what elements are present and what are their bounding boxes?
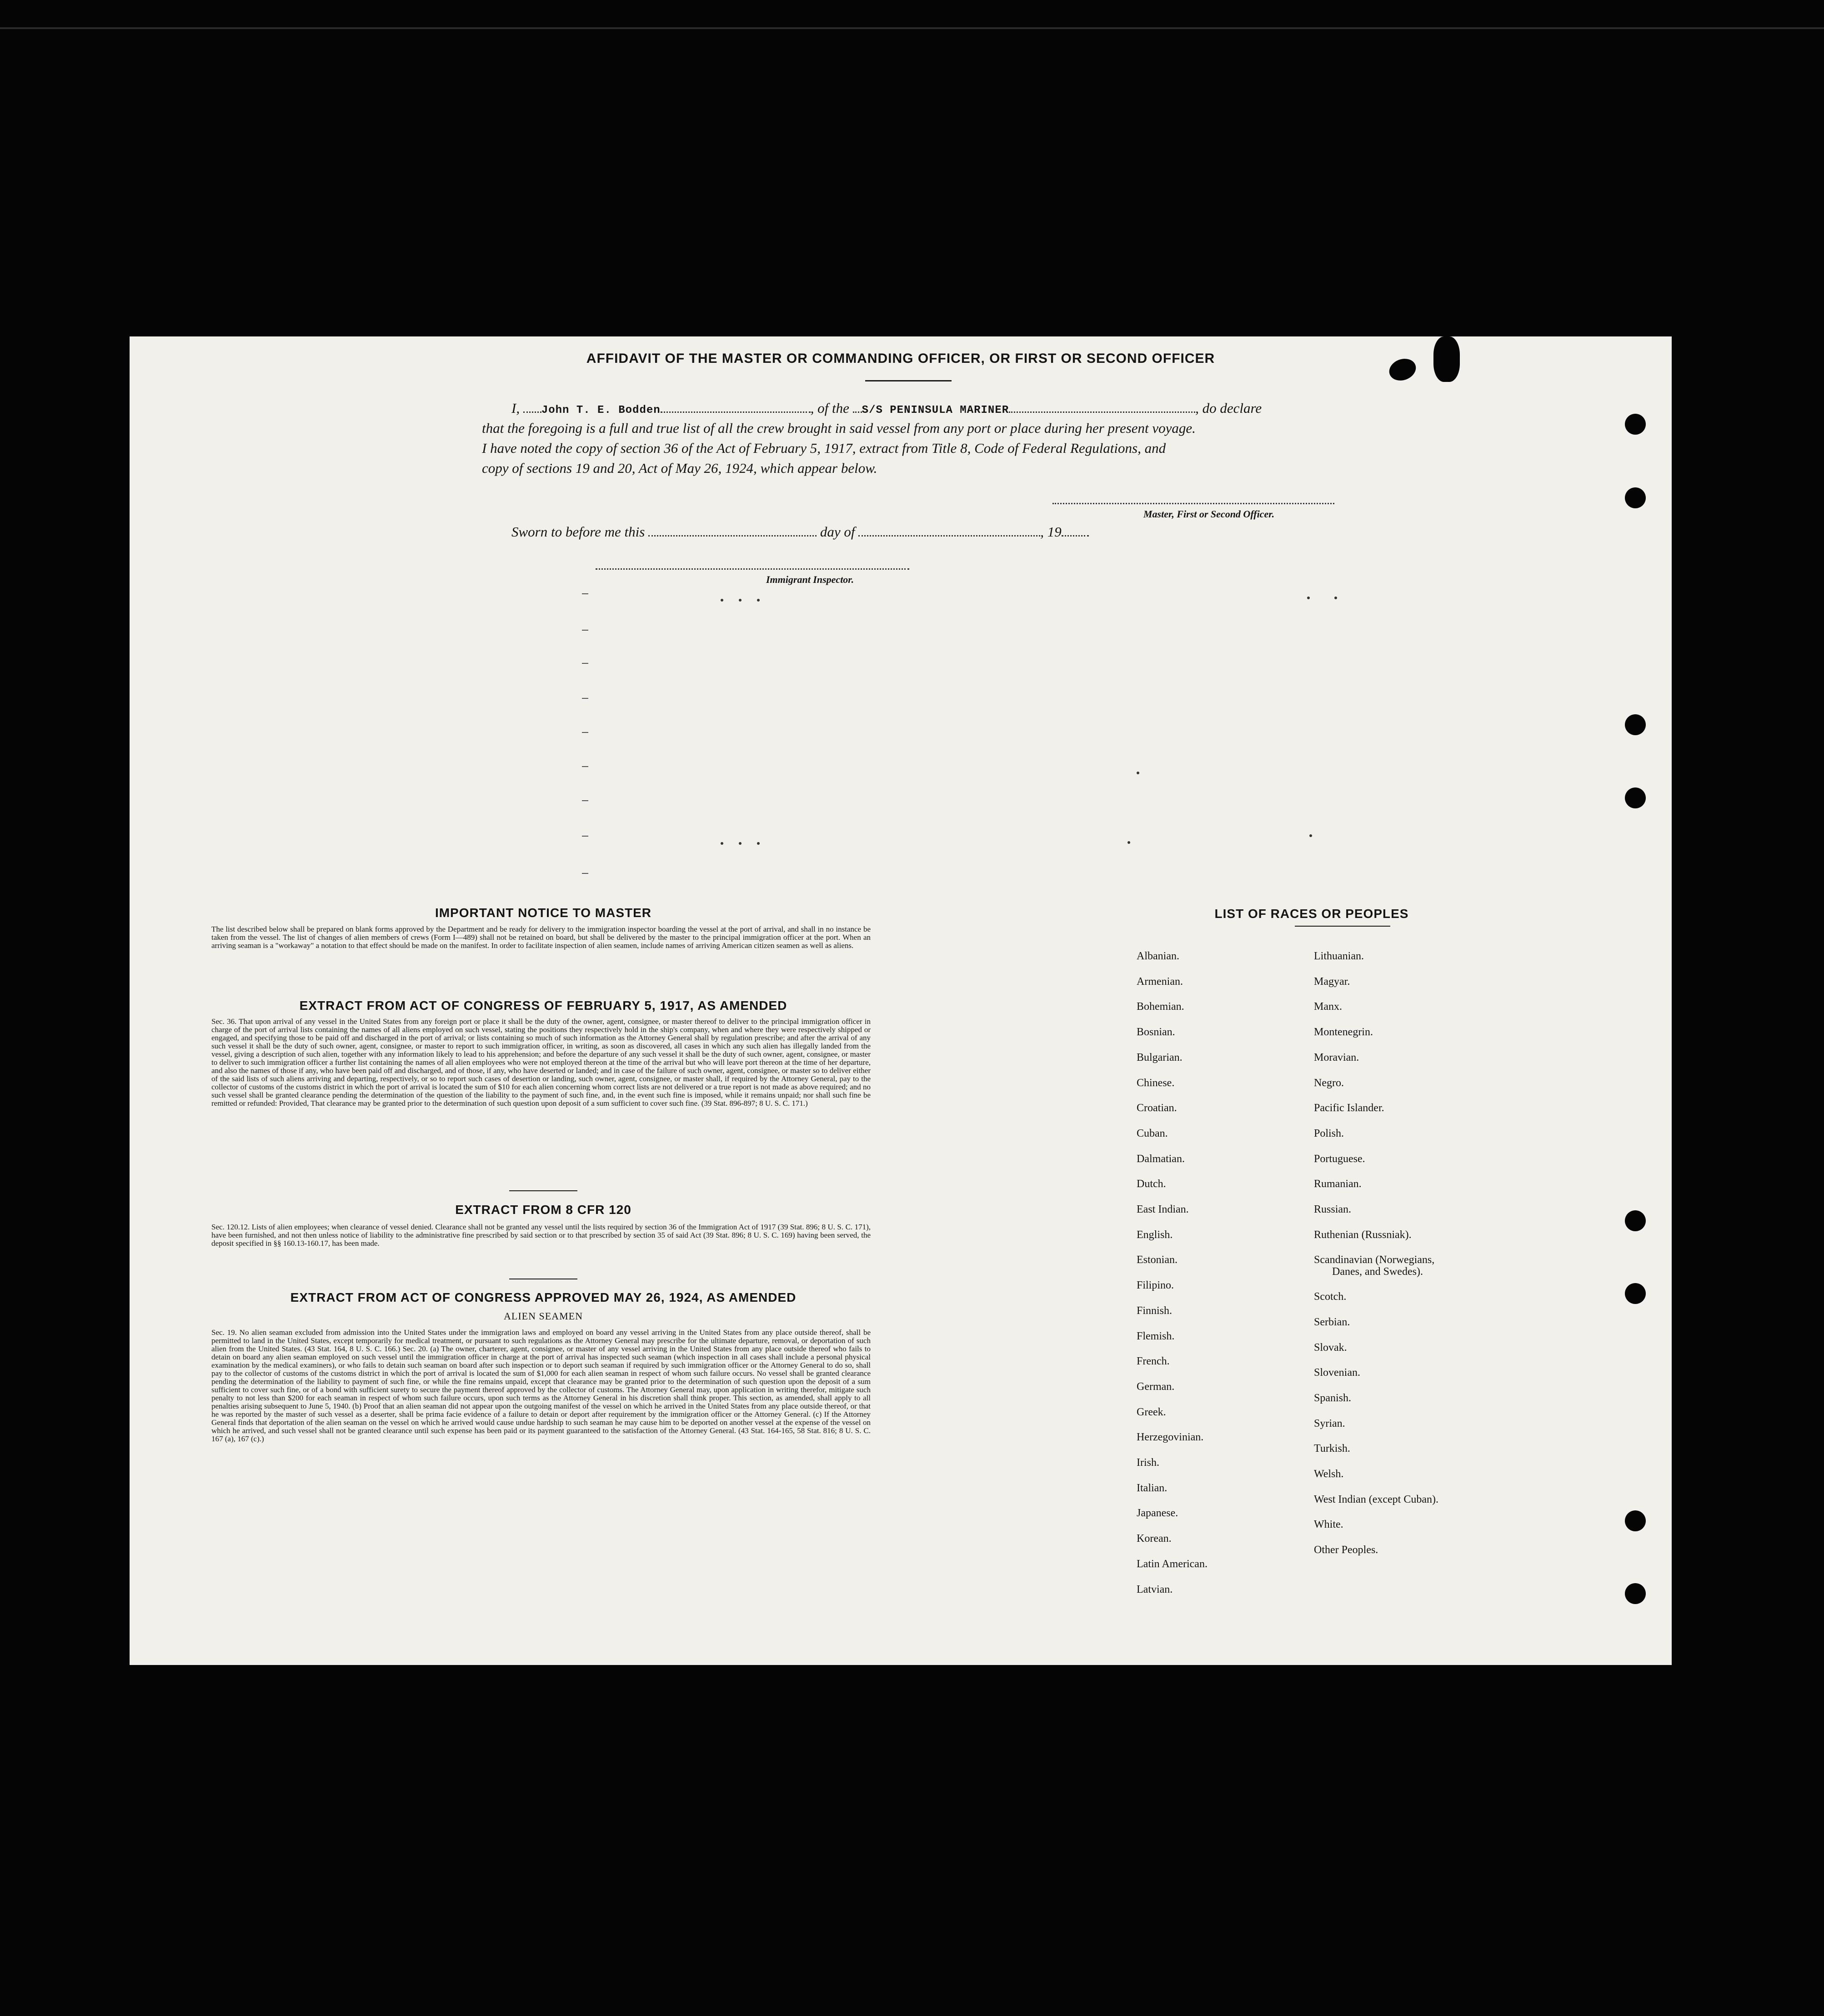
race-item: Serbian. bbox=[1314, 1316, 1350, 1328]
race-item: Dalmatian. bbox=[1137, 1153, 1185, 1165]
manifest-page bbox=[130, 336, 1672, 1665]
inspector-caption: Immigrant Inspector. bbox=[766, 574, 854, 585]
race-item: Herzegovinian. bbox=[1137, 1431, 1204, 1444]
race-item: Greek. bbox=[1137, 1406, 1166, 1418]
notice-title: IMPORTANT NOTICE TO MASTER bbox=[435, 906, 652, 920]
inspector-signature-line bbox=[596, 568, 909, 570]
races-title: LIST OF RACES OR PEOPLES bbox=[1214, 907, 1409, 921]
race-item: English. bbox=[1137, 1229, 1173, 1241]
race-item: Polish. bbox=[1314, 1127, 1344, 1139]
do-declare-label: , do declare bbox=[1195, 400, 1262, 416]
race-item: Cuban. bbox=[1137, 1127, 1168, 1139]
race-item: Korean. bbox=[1137, 1533, 1172, 1545]
race-item: Slovak. bbox=[1314, 1341, 1347, 1354]
sworn-prefix: Sworn to before me this bbox=[511, 524, 645, 540]
race-item: Moravian. bbox=[1314, 1051, 1359, 1063]
notice-text: The list described below shall be prepared on blank forms approved by the Department and be ready for delivery to the immigration inspector boarding the vessel at the port of arrival, and shall in no instance be taken from the vessel. The list of changes of alien members of crews (Form I—489) shall not be retained on board, but shall be delivered by the master to the principal immigration officer at the port. When an arriving seaman is a "workaway" a notation to that effect should be made on the manifest. In order to facilitate inspection of alien seamen, include names of arriving American citizen seamen as well as aliens. bbox=[211, 925, 871, 950]
title-underline bbox=[865, 380, 952, 381]
race-item: Bohemian. bbox=[1137, 1001, 1184, 1013]
sworn-day-label: day of bbox=[820, 524, 855, 540]
race-item: Japanese. bbox=[1137, 1507, 1178, 1520]
race-item: Rumanian. bbox=[1314, 1178, 1362, 1190]
punch-hole bbox=[1625, 487, 1646, 508]
race-item: White. bbox=[1314, 1519, 1343, 1531]
extract-1924-title: EXTRACT FROM ACT OF CONGRESS APPROVED MAY 26, 1924, AS AMENDED bbox=[290, 1290, 797, 1304]
race-item: Montenegrin. bbox=[1314, 1026, 1373, 1038]
extract-cfr-text: Sec. 120.12. Lists of alien employees; when clearance of vessel denied. Clearance shall not be granted any vessel until the lists required by section 36 of the Immigration Act of 1917 (39 Stat. 896; 8 U. S. C. 171), have been furnished, and not then unless notice of liability to the administrative fine prescribed by said section or to that prescribed by section 35 of said Act (39 Stat. 896; 8 U. S. C. 169) having been served, the deposit specified in §§ 160.13-160.17, has been made. bbox=[211, 1223, 871, 1248]
punch-hole bbox=[1625, 414, 1646, 435]
race-item: Chinese. bbox=[1137, 1077, 1175, 1089]
race-item: Irish. bbox=[1137, 1457, 1159, 1469]
race-item: Lithuanian. bbox=[1314, 950, 1364, 962]
extract-cfr-title: EXTRACT FROM 8 CFR 120 bbox=[455, 1203, 631, 1217]
extract-1917-title: EXTRACT FROM ACT OF CONGRESS OF FEBRUARY 5, 1917, AS AMENDED bbox=[299, 998, 787, 1013]
sworn-line bbox=[511, 524, 1089, 540]
affidavit-line-2: that the foregoing is a full and true list of all the crew brought in said vessel from any port or place during her present voyage. bbox=[482, 420, 1196, 436]
race-item: Portuguese. bbox=[1314, 1153, 1365, 1165]
race-item: Magyar. bbox=[1314, 975, 1350, 988]
extract-1924-text: Sec. 19. No alien seaman excluded from admission into the United States under the immigration laws and employed on board any vessel arriving in the United States from any place outside thereof, shall be permitted to land in the United States, except temporarily for medical treatment, or pursuant to such regulations as the Attorney General may prescribe for the ultimate departure, removal, or deportation of such alien from the United States. (43 Stat. 164, 8 U. S. C. 166.) Sec. 20. (a) The owner, charterer, agent, consignee, or master of any vessel arriving in the United States from any place outside thereof who fails to detain on board any alien seaman employed on such vessel until the immigration officer in charge at the port of arrival has inspected such seaman (which inspection in all cases shall include a personal physical examination by the medical examiners), or who fails to detain such seaman on board after such inspection or to deport such seaman if required by such immigration officer or the Attorney General to do so, shall pay to the collector of customs of the customs district in which the port of arrival is located the sum of $1,000 for each alien seaman in respect of whom such failure occurs. No vessel shall be granted clearance pending the determination of the liability to payment of such fine, or while the fine remains unpaid, except that clearance may be granted prior to the determination of such question upon the deposit of a sum sufficient to cover such fine, or of a bond with sufficient surety to secure the payment thereof approved by the collector of customs. The Attorney General may, upon application in writing therefor, mitigate such penalty to not less than $200 for each seaman in respect of whom such failure occurs, upon such terms as the Attorney General in his discretion shall think proper. This section, as amended, shall apply to all penalties arising subsequent to June 5, 1940. (b) Proof that an alien seaman did not appear upon the outgoing manifest of the vessel on which he arrived in the United States from any place outside thereof, or that he was reported by the master of such vessel as a deserter, shall be prima facie evidence of a failure to detain or deport after requirement by the immigration officer or the Attorney General. (c) If the Attorney General finds that deportation of the alien seaman on the vessel on which he arrived would cause undue hardship to such seaman he may cause him to be deported on another vessel at the expense of the vessel on which he arrived, and such vessel shall not be granted clearance until such expense has been paid or its payment guaranteed to the satisfaction of the Attorney General. (43 Stat. 164-165, 58 Stat. 816; 8 U. S. C. 167 (a), 167 (c).) bbox=[211, 1328, 871, 1443]
affidavit-line-3: I have noted the copy of section 36 of the Act of February 5, 1917, extract from Title 8, Code of Federal Regulations, and bbox=[482, 440, 1166, 456]
race-item: East Indian. bbox=[1137, 1204, 1189, 1215]
vessel-name-field: S/S PENINSULA MARINER bbox=[862, 404, 1009, 416]
scan-edge-line bbox=[0, 27, 1824, 29]
master-caption: Master, First or Second Officer. bbox=[1143, 508, 1275, 520]
race-item: Scandinavian (Norwegians, bbox=[1314, 1254, 1435, 1266]
race-item: Filipino. bbox=[1137, 1279, 1174, 1292]
master-name-field: John T. E. Bodden bbox=[541, 404, 661, 416]
race-item: Italian. bbox=[1137, 1482, 1168, 1494]
punch-hole bbox=[1625, 1210, 1646, 1231]
race-item: Spanish. bbox=[1314, 1392, 1352, 1404]
race-item: Albanian. bbox=[1137, 950, 1179, 962]
race-item: Manx. bbox=[1314, 1001, 1342, 1013]
alien-seamen-subtitle: ALIEN SEAMEN bbox=[504, 1310, 583, 1322]
race-item: Bulgarian. bbox=[1137, 1051, 1183, 1063]
race-item: Welsh. bbox=[1314, 1468, 1344, 1480]
race-item: Armenian. bbox=[1137, 975, 1183, 988]
race-item: Slovenian. bbox=[1314, 1367, 1360, 1379]
race-item: Ruthenian (Russniak). bbox=[1314, 1229, 1412, 1241]
affidavit-line-1 bbox=[511, 400, 1475, 416]
race-item: German. bbox=[1137, 1380, 1175, 1393]
affidavit-title: AFFIDAVIT OF THE MASTER OR COMMANDING OFFICER, OR FIRST OR SECOND OFFICER bbox=[586, 351, 1215, 366]
punch-hole bbox=[1625, 787, 1646, 808]
punch-hole bbox=[1625, 1283, 1646, 1304]
race-item: Latvian. bbox=[1137, 1583, 1173, 1595]
race-item: Negro. bbox=[1314, 1077, 1344, 1089]
race-item: Bosnian. bbox=[1137, 1026, 1175, 1038]
race-item: Finnish. bbox=[1137, 1304, 1173, 1317]
race-item: Dutch. bbox=[1137, 1178, 1166, 1190]
race-item: Scotch. bbox=[1314, 1291, 1347, 1303]
race-item: Latin American. bbox=[1137, 1558, 1208, 1570]
master-signature-line bbox=[1052, 503, 1334, 504]
punch-hole bbox=[1625, 1510, 1646, 1531]
affidavit-line-4: copy of sections 19 and 20, Act of May 26, 1924, which appear below. bbox=[482, 460, 877, 476]
race-item: French. bbox=[1137, 1355, 1170, 1368]
ink-blot bbox=[1433, 336, 1460, 382]
race-item: Croatian. bbox=[1137, 1102, 1177, 1114]
race-item: Pacific Islander. bbox=[1314, 1102, 1384, 1114]
race-item: Russian. bbox=[1314, 1204, 1352, 1215]
race-item-continuation: Danes, and Swedes). bbox=[1332, 1266, 1423, 1278]
race-item: Syrian. bbox=[1314, 1417, 1345, 1429]
race-item: Turkish. bbox=[1314, 1443, 1350, 1455]
i-label: I, bbox=[511, 400, 520, 416]
race-item: West Indian (except Cuban). bbox=[1314, 1493, 1438, 1505]
race-item: Estonian. bbox=[1137, 1254, 1178, 1266]
punch-hole bbox=[1625, 1583, 1646, 1604]
punch-hole bbox=[1625, 714, 1646, 735]
sworn-year-label: , 19 bbox=[1040, 524, 1062, 540]
race-item: Flemish. bbox=[1137, 1330, 1175, 1342]
of-the-label: , of the bbox=[810, 400, 849, 416]
extract-1917-text: Sec. 36. That upon arrival of any vessel in the United States from any foreign port or place it shall be the duty of the owner, agent, consignee, or master thereof to deliver to the principal immigration officer in charge of the port of arrival lists containing the names of all aliens employed on such vessel, stating the positions they respectively hold in the ship's company, when and where they were respectively shipped or engaged, and specifying those to be paid off and discharged in the port of arrival; or lists containing so much of such information as the Attorney General shall by regulation prescribe; and after the arrival of any such vessel it shall be the duty of such owner, agent, consignee, or master to report to such immigration officer, in writing, as soon as discovered, all cases in which any such alien has illegally landed from the vessel, giving a description of such alien, together with any information likely to lead to his apprehension; and before the departure of any such vessel it shall be the duty of such owner, agent, consignee, or master to deliver to such immigration officer a further list containing the names of all alien employees who were not employed thereon at the time of the arrival but who will leave port thereon at the time of her departure, and also the names of those if any, who have been paid off and discharged, and of those, if any, who have deserted or landed; and in case of the failure of such owner, agent, consignee, or master so to deliver either of the said lists of such aliens arriving and departing, respectively, or so to report such cases of desertion or landing, such owner, agent, consignee, or master shall, if required by the Attorney General, pay to the collector of customs of the customs district in which the port of arrival is located the sum of $10 for each alien concerning whom correct lists are not delivered or a true report is not made as above required; and no such vessel shall be granted clearance pending the determination of the question of the liability to the payment of such fine, and, in the event such fine is imposed, while it remains unpaid; nor shall such fine be remitted or refunded: Provided, That clearance may be granted prior to the determination of such question upon deposit of a sum sufficient to cover such fine. (39 Stat. 896-897; 8 U. S. C. 171.) bbox=[211, 1017, 871, 1108]
race-item: Other Peoples. bbox=[1314, 1544, 1378, 1556]
